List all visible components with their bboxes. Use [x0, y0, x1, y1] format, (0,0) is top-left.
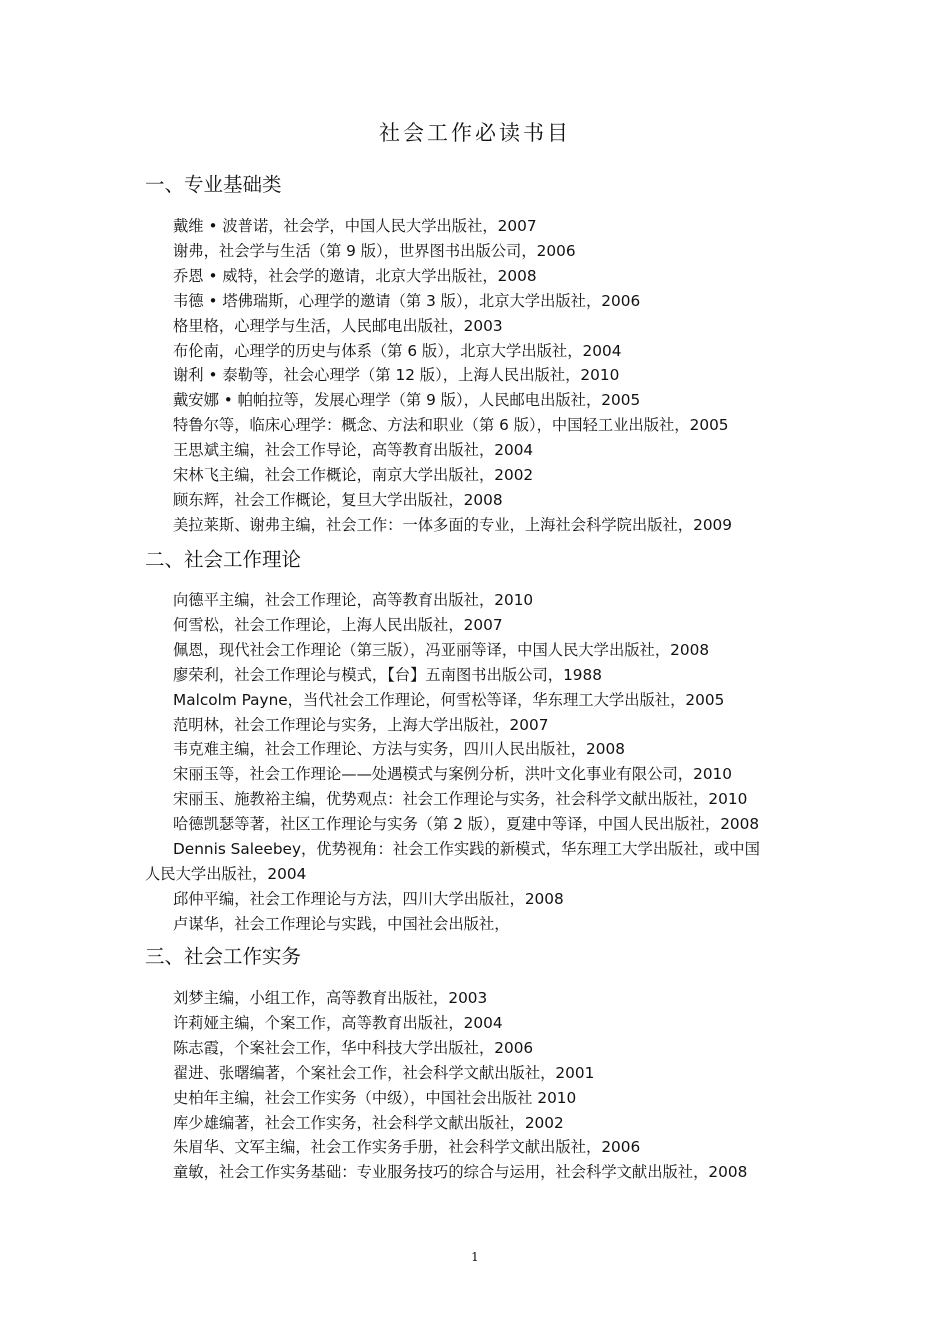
section-heading: 一、专业基础类 [145, 173, 282, 196]
list-item: 翟进、张曙编著，个案社会工作，社会科学文献出版社，2001 [173, 1063, 595, 1082]
list-item: 戴维 • 波普诺，社会学，中国人民大学出版社，2007 [173, 217, 537, 235]
list-item: 库少雄编著，社会工作实务，社会科学文献出版社，2002 [173, 1113, 564, 1132]
list-item: 顾东辉，社会工作概论，复旦大学出版社，2008 [173, 490, 503, 509]
page-title: 社会工作必读书目 [379, 121, 571, 145]
list-item: 宋丽玉等，社会工作理论——处遇模式与案例分析，洪叶文化事业有限公司，2010 [173, 765, 733, 784]
list-item: 范明林，社会工作理论与实务，上海大学出版社，2007 [173, 715, 549, 734]
list-item: 谢弗，社会学与生活（第 9 版），世界图书出版公司，2006 [173, 241, 576, 260]
list-item: 童敏，社会工作实务基础：专业服务技巧的综合与运用，社会科学文献出版社，2008 [173, 1163, 748, 1182]
list-item: 向德平主编，社会工作理论，高等教育出版社，2010 [173, 591, 534, 609]
list-item: 美拉莱斯、谢弗主编，社会工作：一体多面的专业，上海社会科学院出版社，2009 [173, 515, 733, 534]
entry-list [0, 588, 950, 937]
list-item: 许莉娅主编，个案工作，高等教育出版社，2004 [173, 1013, 503, 1032]
list-item-continuation: 人民大学出版社，2004 [145, 864, 307, 883]
list-item: 廖荣利，社会工作理论与模式，【台】五南图书出版公司，1988 [173, 665, 602, 684]
list-item: 韦德 • 塔佛瑞斯，心理学的邀请（第 3 版），北京大学出版社，2006 [173, 291, 641, 310]
list-item: Malcolm Payne，当代社会工作理论，何雪松等译，华东理工大学出版社，2005 [173, 690, 725, 709]
list-item: 史柏年主编，社会工作实务（中级），中国社会出版社 2010 [173, 1088, 577, 1107]
list-item: 谢利 • 泰勒等，社会心理学（第 12 版），上海人民出版社，2010 [173, 366, 620, 385]
list-item: 特鲁尔等，临床心理学：概念、方法和职业（第 6 版），中国轻工业出版社，2005 [173, 416, 729, 435]
list-item: 格里格，心理学与生活，人民邮电出版社，2003 [173, 316, 503, 335]
section-heading: 三、社会工作实务 [145, 945, 302, 968]
list-item: Dennis Saleebey，优势视角：社会工作实践的新模式，华东理工大学出版社，或中国 [173, 840, 760, 859]
list-item: 王思斌主编，社会工作导论，高等教育出版社，2004 [173, 441, 534, 460]
section-heading: 二、社会工作理论 [145, 548, 302, 571]
list-item: 宋丽玉、施教裕主编，优势观点：社会工作理论与实务，社会科学文献出版社，2010 [173, 790, 748, 809]
list-item: 布伦南，心理学的历史与体系（第 6 版），北京大学出版社，2004 [173, 341, 622, 360]
list-item: 戴安娜 • 帕帕拉等，发展心理学（第 9 版），人民邮电出版社，2005 [173, 391, 641, 410]
list-item: 韦克难主编，社会工作理论、方法与实务，四川人民出版社，2008 [173, 740, 625, 759]
list-item: 何雪松，社会工作理论，上海人民出版社，2007 [173, 615, 503, 634]
list-item: 邱仲平编，社会工作理论与方法，四川大学出版社，2008 [173, 889, 564, 908]
list-item: 朱眉华、文军主编，社会工作实务手册，社会科学文献出版社，2006 [173, 1138, 641, 1157]
list-item: 陈志霞，个案社会工作，华中科技大学出版社，2006 [173, 1038, 534, 1057]
list-item: 刘梦主编，小组工作，高等教育出版社，2003 [173, 989, 488, 1007]
page-number: 1 [471, 1250, 479, 1264]
entry-list [0, 986, 950, 1185]
list-item: 卢谋华，社会工作理论与实践，中国社会出版社， [173, 914, 510, 933]
list-item: 乔恩 • 威特，社会学的邀请，北京大学出版社，2008 [173, 266, 537, 285]
list-item: 宋林飞主编，社会工作概论，南京大学出版社，2002 [173, 466, 534, 485]
list-item: 佩恩，现代社会工作理论（第三版），冯亚丽等译，中国人民大学出版社，2008 [173, 640, 710, 659]
entry-list [0, 214, 950, 538]
list-item: 哈德凯瑟等著，社区工作理论与实务（第 2 版），夏建中等译，中国人民出版社，2008 [173, 815, 760, 834]
